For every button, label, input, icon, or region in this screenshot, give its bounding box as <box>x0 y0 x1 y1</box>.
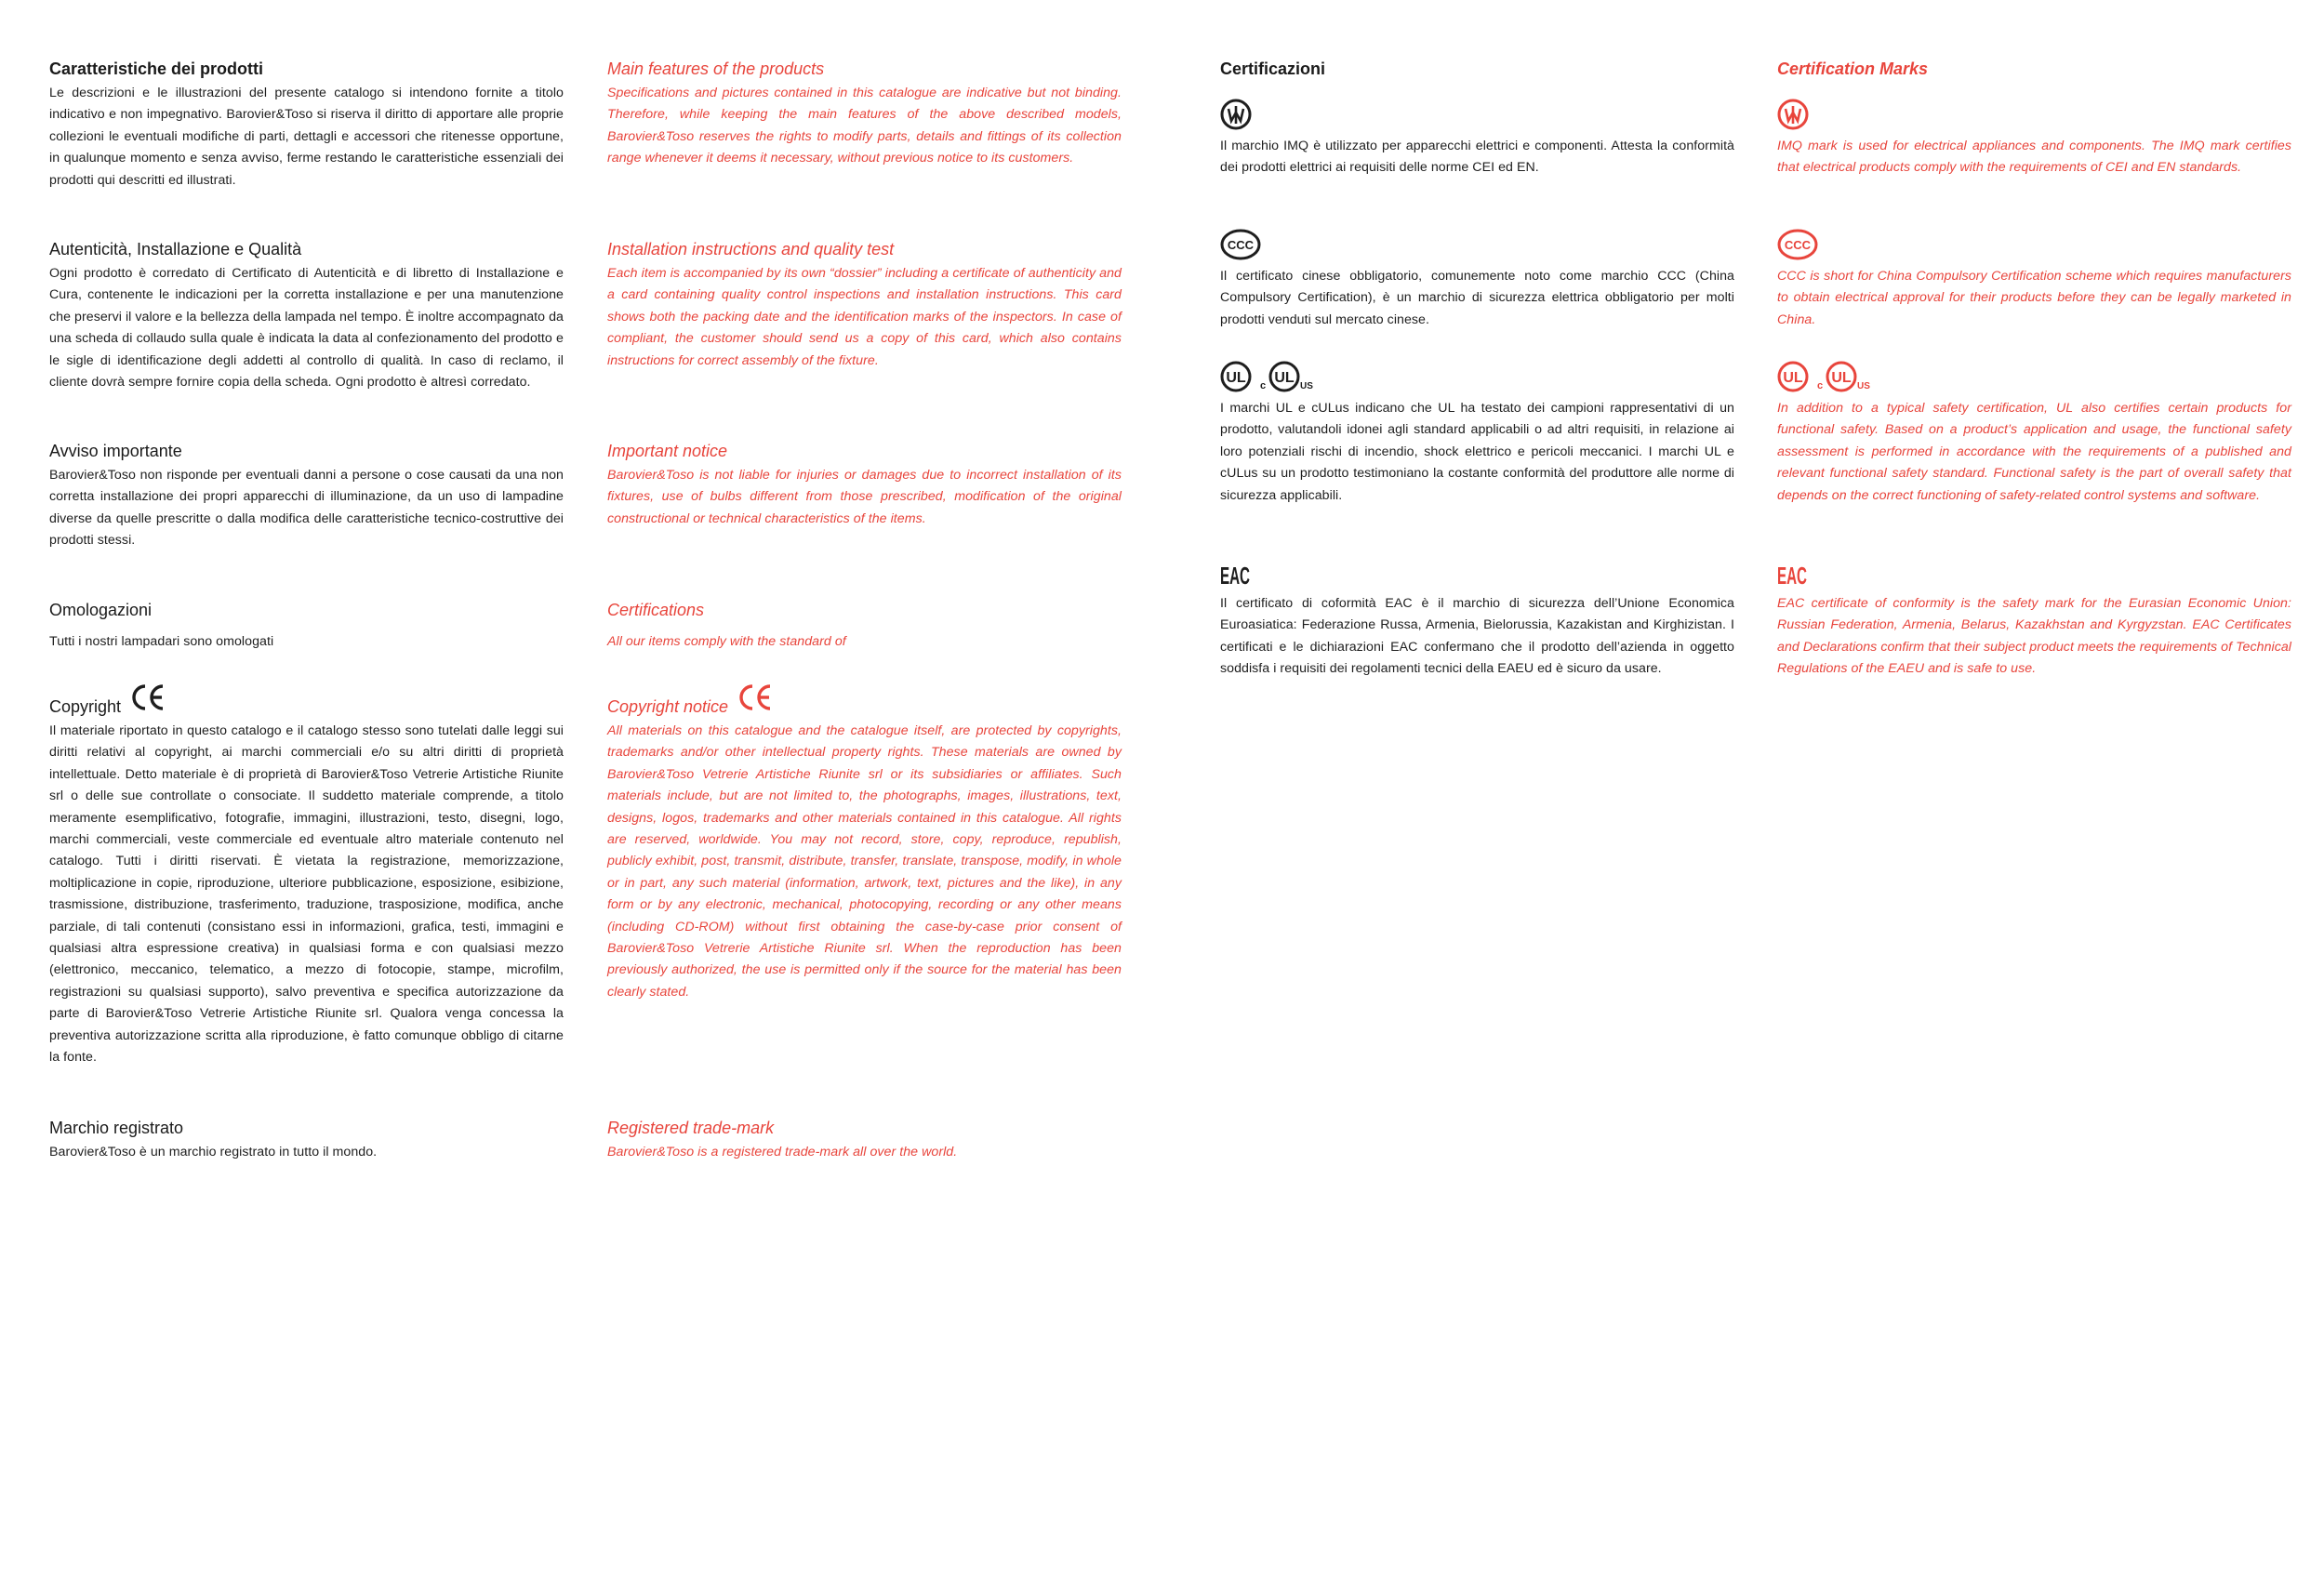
section-body: Il materiale riportato in questo catalogo e il catalogo stesso sono tutelati dalle leggi sui diritti relativi al copyright, ai marchi commerciali e/o su altri diritti di proprietà intellettuale. Detto materiale è di proprietà di Barovier&Toso Vetrerie Artistiche Riunite srl o delle sue controllate o consociate. Il suddetto materiale comprende, a titolo meramente esemplificativo, fotografie, immagini, illustrazioni, testo, disegni, logo, marchi commerciali, veste commerciale ed eventuale altro materiale contenuto nel catalogo. Tutti i diritti riservati. È vietata la registrazione, memorizzazione, moltiplicazione in copie, riproduzione, ulteriore pubblicazione, esposizione, esibizione, trasmissione, distribuzione, trasferimento, traduzione, trasposizione, modifica, anche parziale, di tali contenuti (consistano essi in informazioni, grafica, testi, immagini e qualsiasi altra espressione creativa) in qualsiasi forma e con qualsiasi mezzo (elettronico, meccanico, telematico, a mezzo di fotocopie, stampe, microfilm, registrazioni su qualsiasi supporto), salvo preventiva e specifica autorizzazione da parte di Barovier&Toso Vetrerie Artistiche Riunite srl. Qualora venga concessa la preventiva autorizzazione scritta alla riproduzione, è fatto comunque obbligo di citarne la fonte. <box>49 723 564 1066</box>
cul-ul-label: UL <box>1831 370 1852 386</box>
ul-description: In addition to a typical safety certification, UL also certifies certain products for functional safety. Based on a product’s application and usage, the functional safety assessment is performed in accordance with the requirements of a published and relevant functional safety standard. Functional safety is the part of overall safety that depends on the correct functioning of safety-related control systems and software. <box>1777 401 2291 503</box>
notice-section-it <box>49 436 564 552</box>
section-title: Installation instructions and quality test <box>607 240 895 258</box>
imq-mark-icon <box>1220 93 1734 130</box>
ul-block-en <box>1777 355 2291 507</box>
section-body: Each item is accompanied by its own “dossier” including a certificate of authenticity and a card containing quality control inspections and installation instructions. This card shows both the packing date and the identification marks of the inspectors. In case of compliant, the customer should send us a copy of this card, which also contains instructions for correct assembly of the fixture. <box>607 266 1122 368</box>
ul-marks <box>1777 355 2291 392</box>
trademark-section-en <box>607 1113 1122 1163</box>
section-title: Caratteristiche dei prodotti <box>49 60 264 78</box>
ccc-description: Il certificato cinese obbligatorio, comunemente noto come marchio CCC (China Compulsory Certification), è un marchio di sicurezza elettrica obbligatorio per molti prodotti venduti sul mercato cinese. <box>1220 269 1734 327</box>
cul-us-mark-icon <box>1255 361 1317 392</box>
section-title: Omologazioni <box>49 601 153 619</box>
copyright-title: Copyright <box>49 697 122 716</box>
section-title: Marchio registrato <box>49 1119 184 1137</box>
section-body: Barovier&Toso non risponde per eventuali danni a persone o cose causati da una non corretta installazione dei propri apparecchi di illuminazione, da un uso di lampadine diverse da quelle prescritte o dalla modifica delle caratteristiche tecnico-costruttive dei prodotti stessi. <box>49 468 564 549</box>
section-title: Registered trade-mark <box>607 1119 775 1137</box>
notice-section-en <box>607 436 1122 530</box>
ul-block-it <box>1220 355 1734 507</box>
ccc-block-en <box>1777 223 2291 331</box>
eac-description: Il certificato di coformità EAC è il marchio di sicurezza dell’Unione Economica Euroasiatica: Federazione Russa, Armenia, Bielorussia, Kazakistan and Kirghizistan. I certificati e le dichiarazioni EAC confermano che il prodotto dell’azienda in oggetto soddisfa i requisiti dei regolamenti tecnici della EAEU ed è sicuro da usare. <box>1220 596 1734 677</box>
cert-title-it <box>1220 54 1734 80</box>
eac-mark-icon <box>1220 550 1734 588</box>
installation-section-en <box>607 234 1122 372</box>
section-body: Barovier&Toso è un marchio registrato in tutto il mondo. <box>49 1145 378 1159</box>
imq-block-it <box>1220 93 1734 179</box>
ce-mark-icon <box>737 682 773 718</box>
cul-c-label: c <box>1817 380 1824 391</box>
copyright-section-en <box>607 692 1122 1003</box>
ul-marks <box>1220 355 1734 392</box>
section-body: Barovier&Toso is not liable for injuries or damages due to incorrect installation of its fixtures, use of bulbs different from those prescribed, modification of the original constructional or technical characteristics of the items. <box>607 468 1122 526</box>
approvals-section-it <box>49 595 564 653</box>
cul-c-label: c <box>1260 380 1267 391</box>
ul-mark-icon <box>1220 361 1252 392</box>
ce-mark-icon <box>130 682 166 718</box>
section-body: Barovier&Toso is a registered trade-mark all over the world. <box>607 1145 958 1159</box>
section-body: Specifications and pictures contained in this catalogue are indicative but not binding. Therefore, while keeping the main features of the above described models, Barovier&Toso reserves the rights to modify parts, details and fittings of its collection range whenever it deems it necessary, without previous notice to its customers. <box>607 86 1122 166</box>
ul-description: I marchi UL e cULus indicano che UL ha testato dei campioni rappresentativi di un prodotto, valutandoli idonei agli standard applicabili o ad altri requisiti, in relazione ai loro potenziali rischi di incendio, shock elettrico e pericoli meccanici. I marchi UL e cULus su un prodotto testimoniano la costante conformità del produttore alle norme di sicurezza applicabili. <box>1220 401 1734 503</box>
eac-description: EAC certificate of conformity is the safety mark for the Eurasian Economic Union: Russian Federation, Armenia, Belarus, Kazakhstan and Kyrgyzstan. EAC Certificates and Declarations confirm that their subject product meets the requirements of Technical Regulations of the EAEU and is safe to use. <box>1777 596 2291 677</box>
ul-mark-label: UL <box>1783 370 1803 386</box>
ccc-block-it <box>1220 223 1734 331</box>
ul-mark-label: UL <box>1226 370 1246 386</box>
section-title: Main features of the products <box>607 60 825 78</box>
section-title <box>49 692 564 718</box>
trademark-section-it <box>49 1113 564 1163</box>
section-title: Certification Marks <box>1777 60 1929 78</box>
copyright-section-it <box>49 692 564 1069</box>
section-body: Ogni prodotto è corredato di Certificato di Autenticità e di libretto di Installazione e Cura, contenente le indicazioni per la corretta installazione e per una manutenzione che preservi il valore e la bellezza della lampada nel tempo. È inoltre accompagnato da una scheda di collaudo sulla quale è indicata la data al confezionamento del prodotto e le sigle di identificazione degli addetti al controllo di qualità. In caso di reclamo, il cliente dovrà sempre fornire copia della scheda. Ogni prodotto è altresì corredato. <box>49 266 564 391</box>
cert-title-en <box>1777 54 2291 80</box>
imq-block-en <box>1777 93 2291 179</box>
section-title: Certifications <box>607 601 705 619</box>
section-title <box>607 692 1122 718</box>
imq-description: Il marchio IMQ è utilizzato per apparecchi elettrici e componenti. Attesta la conformità dei prodotti elettrici ai requisiti delle norme CEI ed EN. <box>1220 139 1734 176</box>
section-body: Tutti i nostri lampadari sono omologati <box>49 634 274 649</box>
section-body: All our items comply with the standard of <box>607 634 846 649</box>
eac-mark-label: EAC <box>1777 562 1808 590</box>
authenticity-section-it <box>49 234 564 393</box>
ccc-mark-label: CCC <box>1227 238 1255 252</box>
cul-us-label: US <box>1857 381 1870 391</box>
section-title: Important notice <box>607 442 728 460</box>
features-section-it <box>49 54 564 192</box>
eac-block-it <box>1220 550 1734 681</box>
ccc-mark-icon <box>1777 223 2291 260</box>
ccc-mark-icon <box>1220 223 1734 260</box>
features-section-en <box>607 54 1122 170</box>
cul-ul-label: UL <box>1274 370 1295 386</box>
ccc-description: CCC is short for China Compulsory Certification scheme which requires manufacturers to obtain electrical approval for their products before they can be legally marketed in China. <box>1777 269 2291 327</box>
cul-us-mark-icon <box>1813 361 1874 392</box>
section-title: Autenticità, Installazione e Qualità <box>49 240 302 258</box>
imq-mark-icon <box>1777 93 2291 130</box>
eac-block-en <box>1777 550 2291 681</box>
section-body: Le descrizioni e le illustrazioni del presente catalogo si intendono fornite a titolo indicativo e non impegnativo. Barovier&Toso si riserva il diritto di apportare alle proprie collezioni le eventuali modifiche di parti, dettagli e accessori che ritenesse opportune, in qualunque momento e senza avviso, ferme restando le caratteristiche essenziali dei prodotti qui descritti ed illustrati. <box>49 86 564 188</box>
eac-mark-label: EAC <box>1220 562 1251 590</box>
imq-description: IMQ mark is used for electrical appliances and components. The IMQ mark certifies that electrical products comply with the requirements of CEI and EN standards. <box>1777 139 2291 176</box>
ul-mark-icon <box>1777 361 1809 392</box>
certifications-section-en <box>607 595 1122 653</box>
ccc-mark-label: CCC <box>1784 238 1812 252</box>
cul-us-label: US <box>1300 381 1313 391</box>
section-title: Certificazioni <box>1220 60 1326 78</box>
eac-mark-icon <box>1777 550 2291 588</box>
copyright-title: Copyright notice <box>607 697 729 716</box>
section-body: All materials on this catalogue and the catalogue itself, are protected by copyrights, trademarks and/or other intellectual property rights. These materials are owned by Barovier&Toso Vetrerie Artistiche Riunite srl or its subsidiaries or affiliates. Such materials include, but are not limited to, the photographs, images, illustrations, text, designs, logos, trademarks and other materials contained in this catalogue. All rights are reserved, worldwide. You may not record, store, copy, reproduce, republish, publicly exhibit, post, transmit, distribute, transfer, translate, transpose, modify, in whole or in part, any such material (information, artwork, text, pictures and the like), in any form or by any electronic, mechanical, photocopying, recording or any other means (including CD-ROM) without first obtaining the case-by-case prior consent of Barovier&Toso Vetrerie Artistiche Riunite srl. When the reproduction has been previously authorized, the use is permitted only if the source for the material has been clearly stated. <box>607 723 1122 1000</box>
section-title: Avviso importante <box>49 442 182 460</box>
